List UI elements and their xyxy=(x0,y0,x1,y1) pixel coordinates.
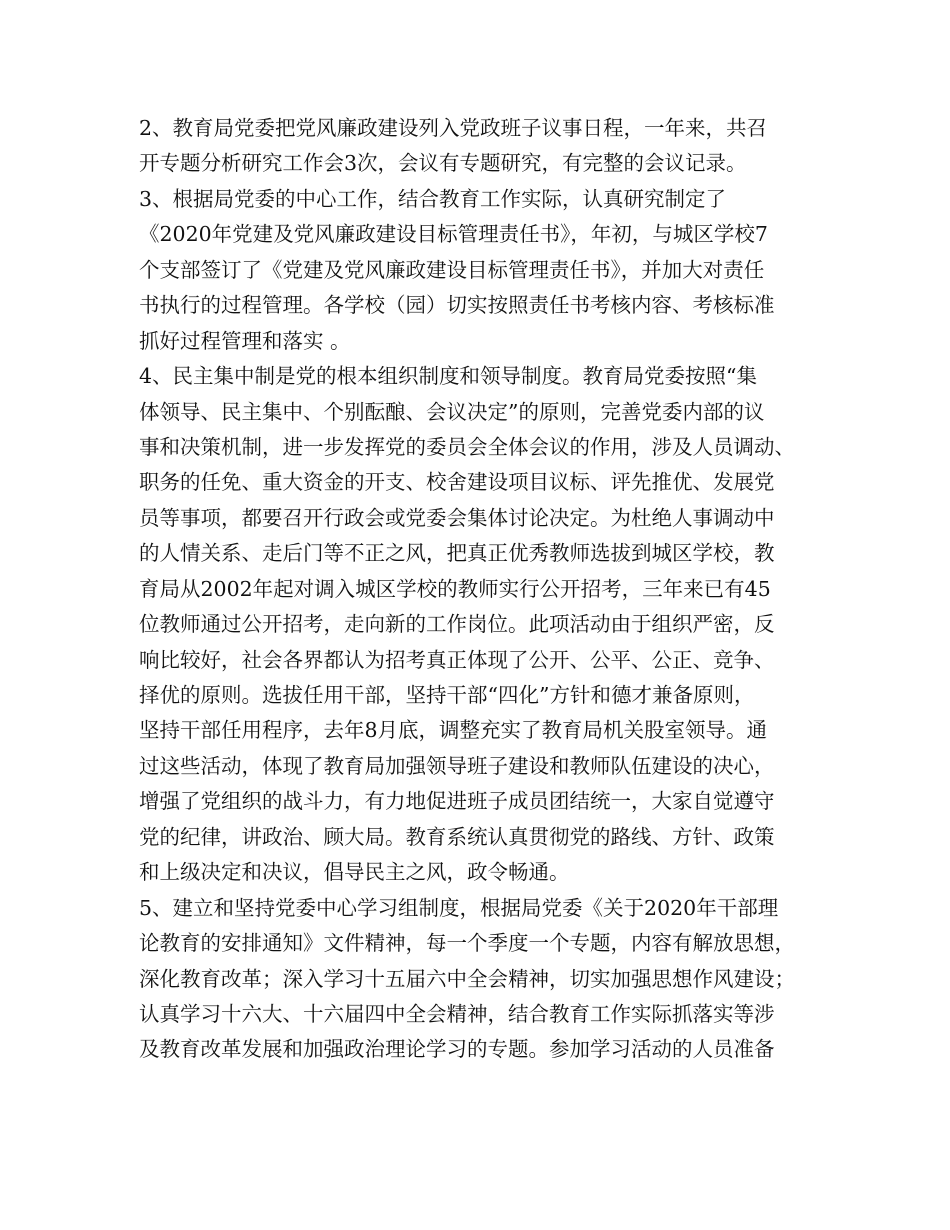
text-line: 开专题分析研究工作会3次，会议有专题研究，有完整的会议记录。 xyxy=(139,151,747,176)
text-line: 和上级决定和决议，倡导民主之风，政令畅通。 xyxy=(139,860,570,885)
text-line: 育局从2002年起对调入城区学校的教师实行公开招考，三年来已有45 xyxy=(139,576,771,601)
text-line: 及教育改革发展和加强政治理论学习的专题。参加学习活动的人员准备 xyxy=(139,1037,775,1062)
text-line: 增强了党组织的战斗力，有力地促进班子成员团结统一，大家自觉遵守 xyxy=(139,789,775,814)
text-line: 的人情关系、走后门等不正之风，把真正优秀教师选拔到城区学校，教 xyxy=(139,541,775,566)
text-line: 书执行的过程管理。各学校（园）切实按照责任书考核内容、考核标准 xyxy=(139,293,775,318)
text-line: 择优的原则。选拔任用干部，坚持干部“四化”方针和德才兼备原则， xyxy=(139,683,755,707)
text-line: 过这些活动，体现了教育局加强领导班子建设和教师队伍建设的决心， xyxy=(139,753,775,778)
text-line: 个支部签订了《党建及党风廉政建设目标管理责任书》，并加大对责任 xyxy=(139,257,765,282)
text-line: 坚持干部任用程序，去年8月底，调整充实了教育局机关股室领导。通 xyxy=(139,718,768,743)
text-line: 深化教育改革；深入学习十五届六中全会精神，切实加强思想作风建设； xyxy=(139,966,795,991)
text-line: 员等事项，都要召开行政会或党委会集体讨论决定。为杜绝人事调动中 xyxy=(139,505,775,530)
text-line: 体领导、民主集中、个别酝酿、会议决定”的原则，完善党委内部的议 xyxy=(139,399,765,424)
text-line: 响比较好，社会各界都认为招考真正体现了公开、公平、公正、竞争、 xyxy=(139,647,775,672)
text-line: 认真学习十六大、十六届四中全会精神，结合教育工作实际抓落实等涉 xyxy=(139,1001,775,1026)
text-line: 《2020年党建及党风廉政建设目标管理责任书》，年初，与城区学校7 xyxy=(139,222,768,247)
text-line: 论教育的安排通知》文件精神，每一个季度一个专题，内容有解放思想， xyxy=(139,931,795,956)
text-line: 党的纪律，讲政治、顾大局。教育系统认真贯彻党的路线、方针、政策 xyxy=(139,824,775,849)
text-line: 2、教育局党委把党风廉政建设列入党政班子议事日程，一年来，共召 xyxy=(139,116,768,140)
body-text xyxy=(139,111,839,1068)
text-line: 事和决策机制，进一步发挥党的委员会全体会议的作用，涉及人员调动、 xyxy=(139,434,795,459)
text-line: 4、民主集中制是党的根本组织制度和领导制度。教育局党委按照“集 xyxy=(139,364,758,389)
text-line: 职务的任免、重大资金的开支、校舍建设项目议标、评先推优、发展党 xyxy=(139,470,775,495)
text-line: 位教师通过公开招考，走向新的工作岗位。此项活动由于组织严密，反 xyxy=(139,612,775,637)
text-line: 抓好过程管理和落实 。 xyxy=(139,328,351,353)
text-line: 5、建立和坚持党委中心学习组制度，根据局党委《关于2020年干部理 xyxy=(139,895,779,920)
text-line: 3、根据局党委的中心工作，结合教育工作实际，认真研究制定了 xyxy=(139,186,727,211)
